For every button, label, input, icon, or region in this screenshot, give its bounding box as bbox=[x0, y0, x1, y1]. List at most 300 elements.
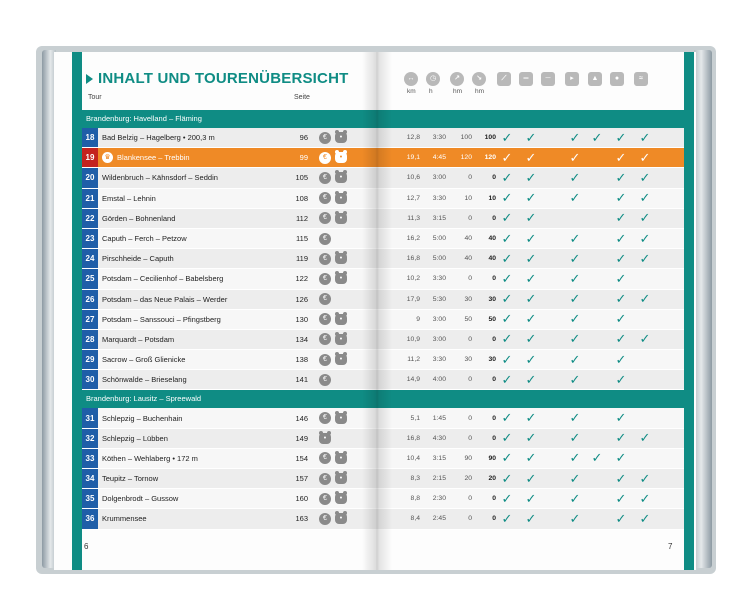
check-mark: ✓ bbox=[501, 311, 513, 327]
bear-icon-cell bbox=[334, 128, 348, 147]
check-mark: ✓ bbox=[569, 450, 581, 466]
check-mark: ✓ bbox=[501, 149, 513, 165]
cost-icon: € bbox=[319, 513, 331, 525]
duration-h: 3:15 bbox=[432, 214, 446, 222]
descent-hm: 0 bbox=[492, 174, 496, 182]
check-mark: ✓ bbox=[639, 190, 651, 206]
cost-icon: € bbox=[319, 293, 331, 305]
tour-number: 36 bbox=[82, 509, 98, 528]
descent-hm: 50 bbox=[488, 315, 496, 323]
check-mark: ✓ bbox=[525, 490, 537, 506]
check-mark: ✓ bbox=[615, 490, 627, 506]
tour-number: 32 bbox=[82, 429, 98, 448]
tour-page: 160 bbox=[295, 494, 308, 504]
check-mark: ✓ bbox=[525, 169, 537, 185]
tour-page: 112 bbox=[296, 213, 308, 223]
tour-name bbox=[102, 168, 298, 187]
ascent-hm: 120 bbox=[460, 154, 472, 162]
check-mark: ✓ bbox=[639, 129, 651, 145]
check-mark: ✓ bbox=[569, 430, 581, 446]
tour-page: 115 bbox=[296, 234, 308, 244]
duration-h: 4:00 bbox=[432, 376, 446, 384]
check-mark: ✓ bbox=[525, 230, 537, 246]
tour-name-text: Sacrow – Groß Glienicke bbox=[102, 355, 186, 365]
check-mark: ✓ bbox=[501, 510, 513, 526]
check-mark bbox=[544, 370, 562, 389]
distance-km: 11,3 bbox=[407, 214, 420, 222]
tour-number: 30 bbox=[82, 370, 98, 389]
tour-name-text: Schlepzig – Lübben bbox=[102, 433, 168, 443]
tour-name bbox=[102, 269, 298, 288]
check-mark: ✓ bbox=[639, 210, 651, 226]
check-mark bbox=[544, 509, 562, 528]
bear-icon-cell bbox=[334, 509, 348, 528]
check-mark bbox=[658, 408, 676, 427]
check-mark bbox=[658, 469, 676, 488]
check-mark bbox=[658, 148, 676, 167]
coin-icon-cell bbox=[318, 509, 332, 528]
descent-hm: 0 bbox=[492, 434, 496, 442]
check-mark: ✓ bbox=[525, 291, 537, 307]
check-mark: ✓ bbox=[501, 190, 513, 206]
tour-name bbox=[102, 128, 298, 147]
tour-name bbox=[102, 449, 298, 468]
tour-page: 119 bbox=[296, 254, 308, 264]
cost-icon: € bbox=[319, 253, 331, 265]
ascent-hm: 0 bbox=[468, 335, 472, 343]
ascent-hm: 0 bbox=[468, 495, 472, 503]
check-mark bbox=[544, 469, 562, 488]
right-accent-bar bbox=[684, 52, 694, 570]
descent-hm: 40 bbox=[488, 235, 496, 243]
check-mark: ✓ bbox=[525, 190, 537, 206]
tour-name-text: Schönwalde – Brieselang bbox=[102, 375, 187, 385]
check-mark bbox=[588, 189, 606, 208]
tour-number: 25 bbox=[82, 269, 98, 288]
ascent-hm: 50 bbox=[464, 315, 472, 323]
kids-icon: • bbox=[335, 132, 347, 143]
tour-name bbox=[102, 148, 298, 167]
ascent-hm: 30 bbox=[464, 356, 472, 364]
tour-number: 23 bbox=[82, 229, 98, 248]
ascent-hm: 0 bbox=[468, 515, 472, 523]
check-mark: ✓ bbox=[525, 149, 537, 165]
check-mark bbox=[658, 168, 676, 187]
coin-icon-cell bbox=[318, 350, 332, 369]
check-mark bbox=[588, 249, 606, 268]
cost-icon: € bbox=[319, 152, 331, 164]
check-mark bbox=[588, 148, 606, 167]
cost-icon: € bbox=[319, 212, 331, 224]
tour-number: 18 bbox=[82, 128, 98, 147]
time-icon: ◷ bbox=[426, 72, 440, 86]
kids-icon: • bbox=[319, 433, 331, 444]
coin-icon-cell bbox=[318, 449, 332, 468]
check-mark: ✓ bbox=[501, 331, 513, 347]
tour-name-text: Krummensee bbox=[102, 514, 147, 524]
descent-icon: ↘ bbox=[472, 72, 486, 86]
descent-hm: 0 bbox=[492, 376, 496, 384]
unit-label: hm bbox=[475, 88, 485, 95]
column-header-seite: Seite bbox=[294, 94, 310, 101]
ascent-hm: 0 bbox=[468, 376, 472, 384]
ascent-hm: 0 bbox=[468, 414, 472, 422]
check-mark: ✓ bbox=[615, 190, 627, 206]
kids-icon: • bbox=[335, 473, 347, 484]
check-mark bbox=[544, 290, 562, 309]
distance-km: 10,6 bbox=[406, 174, 420, 182]
cost-icon: € bbox=[319, 452, 331, 464]
check-mark bbox=[544, 209, 562, 228]
check-mark: ✓ bbox=[569, 169, 581, 185]
distance-km: 9 bbox=[416, 315, 420, 323]
bear-icon-cell bbox=[334, 330, 348, 349]
check-mark bbox=[658, 209, 676, 228]
coin-icon-cell bbox=[318, 290, 332, 309]
check-mark bbox=[588, 429, 606, 448]
tour-name-text: Schlepzig – Buchenhain bbox=[102, 413, 183, 423]
check-mark: ✓ bbox=[569, 129, 581, 145]
check-mark bbox=[658, 330, 676, 349]
check-mark bbox=[588, 370, 606, 389]
coin-icon-cell bbox=[318, 168, 332, 187]
distance-km: 12,8 bbox=[406, 134, 420, 142]
tour-name-text: Potsdam – das Neue Palais – Werder bbox=[102, 294, 228, 304]
kids-icon: • bbox=[335, 354, 347, 365]
check-mark bbox=[636, 310, 654, 329]
check-mark bbox=[658, 249, 676, 268]
tour-name bbox=[102, 489, 298, 508]
tour-page: 108 bbox=[295, 193, 308, 203]
descent-hm: 0 bbox=[492, 515, 496, 523]
check-mark: ✓ bbox=[501, 250, 513, 266]
check-mark: ✓ bbox=[569, 510, 581, 526]
distance-km: 8,8 bbox=[410, 495, 420, 503]
check-mark bbox=[658, 489, 676, 508]
kids-icon: • bbox=[335, 314, 347, 325]
check-mark bbox=[588, 168, 606, 187]
tour-page: 154 bbox=[295, 453, 308, 463]
tour-name bbox=[102, 189, 298, 208]
duration-h: 3:15 bbox=[432, 454, 446, 462]
tour-page: 96 bbox=[299, 133, 308, 143]
check-mark: ✓ bbox=[501, 371, 513, 387]
check-mark: ✓ bbox=[615, 371, 627, 387]
coin-icon-cell bbox=[318, 310, 332, 329]
check-mark: ✓ bbox=[501, 470, 513, 486]
coin-icon-cell bbox=[318, 330, 332, 349]
coin-icon-cell bbox=[318, 148, 332, 167]
check-mark: ✓ bbox=[525, 371, 537, 387]
duration-h: 3:30 bbox=[432, 134, 446, 142]
kids-icon: • bbox=[335, 213, 347, 224]
distance-km: 17,9 bbox=[406, 295, 420, 303]
tour-name bbox=[102, 408, 298, 427]
check-mark: ✓ bbox=[501, 490, 513, 506]
duration-h: 3:30 bbox=[432, 356, 446, 364]
coin-icon-cell bbox=[318, 269, 332, 288]
distance-km: 16,8 bbox=[406, 434, 420, 442]
check-mark: ✓ bbox=[569, 470, 581, 486]
tour-name-text: Pirschheide – Caputh bbox=[102, 254, 174, 264]
tour-name bbox=[102, 209, 298, 228]
check-mark bbox=[588, 209, 606, 228]
check-mark bbox=[636, 269, 654, 288]
descent-hm: 0 bbox=[492, 335, 496, 343]
tour-number: 28 bbox=[82, 330, 98, 349]
check-mark bbox=[658, 189, 676, 208]
tour-name bbox=[102, 310, 298, 329]
check-mark: ✓ bbox=[501, 129, 513, 145]
tour-number: 31 bbox=[82, 408, 98, 427]
check-mark: ✓ bbox=[639, 490, 651, 506]
coin-icon-cell bbox=[318, 489, 332, 508]
tour-name-text: Bad Belzig – Hagelberg • 200,3 m bbox=[102, 133, 215, 143]
distance-km: 12,7 bbox=[406, 194, 420, 202]
tour-name-text: Caputh – Ferch – Petzow bbox=[102, 234, 187, 244]
tour-number: 20 bbox=[82, 168, 98, 187]
coin-icon-cell bbox=[318, 469, 332, 488]
bear-icon-cell bbox=[334, 269, 348, 288]
check-mark bbox=[588, 310, 606, 329]
kids-icon: • bbox=[335, 273, 347, 284]
ascent-icon: ↗ bbox=[450, 72, 464, 86]
check-mark: ✓ bbox=[639, 291, 651, 307]
coin-icon-cell bbox=[318, 189, 332, 208]
check-mark: ✓ bbox=[615, 169, 627, 185]
check-mark: ✓ bbox=[615, 331, 627, 347]
bear-icon-cell bbox=[334, 189, 348, 208]
train-icon: ▸ bbox=[565, 72, 579, 86]
distance-icon: ↔ bbox=[404, 72, 418, 86]
duration-h: 3:00 bbox=[432, 315, 446, 323]
check-mark: ✓ bbox=[615, 230, 627, 246]
tour-name-text: Görden – Bohnenland bbox=[102, 213, 176, 223]
coin-icon-cell bbox=[318, 370, 332, 389]
check-mark: ✓ bbox=[525, 410, 537, 426]
ascent-hm: 0 bbox=[468, 174, 472, 182]
check-mark: ✓ bbox=[591, 129, 603, 145]
distance-km: 14,9 bbox=[406, 376, 420, 384]
distance-km: 16,8 bbox=[406, 255, 420, 263]
duration-h: 5:00 bbox=[432, 255, 446, 263]
tour-name-text: Teupitz – Tornow bbox=[102, 474, 159, 484]
duration-h: 4:45 bbox=[432, 154, 446, 162]
check-mark bbox=[658, 449, 676, 468]
check-mark bbox=[588, 469, 606, 488]
check-mark bbox=[636, 449, 654, 468]
check-mark bbox=[544, 168, 562, 187]
check-mark bbox=[658, 370, 676, 389]
check-mark bbox=[544, 408, 562, 427]
check-mark: ✓ bbox=[569, 311, 581, 327]
cost-icon: € bbox=[319, 132, 331, 144]
tour-page: 149 bbox=[295, 433, 308, 443]
descent-hm: 0 bbox=[492, 275, 496, 283]
duration-h: 5:30 bbox=[432, 295, 446, 303]
descent-hm: 30 bbox=[488, 356, 496, 364]
check-mark: ✓ bbox=[525, 450, 537, 466]
check-mark: ✓ bbox=[569, 270, 581, 286]
check-mark: ✓ bbox=[569, 291, 581, 307]
check-mark: ✓ bbox=[569, 490, 581, 506]
check-mark: ✓ bbox=[525, 430, 537, 446]
tour-name-text: Potsdam – Sanssouci – Pfingstberg bbox=[102, 314, 221, 324]
kids-icon: • bbox=[335, 513, 347, 524]
check-mark: ✓ bbox=[525, 331, 537, 347]
bear-icon-cell bbox=[334, 489, 348, 508]
unit-label: hm bbox=[453, 88, 463, 95]
tour-page: 138 bbox=[295, 355, 308, 365]
ascent-hm: 0 bbox=[468, 214, 472, 222]
check-mark: ✓ bbox=[615, 129, 627, 145]
tour-name-text: Marquardt – Potsdam bbox=[102, 334, 175, 344]
duration-h: 1:45 bbox=[432, 414, 446, 422]
check-mark bbox=[544, 269, 562, 288]
unit-label: h bbox=[429, 88, 433, 95]
check-mark: ✓ bbox=[569, 410, 581, 426]
distance-km: 10,9 bbox=[406, 335, 420, 343]
check-mark bbox=[636, 408, 654, 427]
check-mark: ✓ bbox=[639, 149, 651, 165]
check-mark bbox=[588, 489, 606, 508]
section-header: Brandenburg: Havelland – Fläming bbox=[82, 110, 684, 128]
duration-h: 3:00 bbox=[432, 335, 446, 343]
tour-number: 19 bbox=[82, 148, 98, 167]
ascent-hm: 40 bbox=[464, 255, 472, 263]
ascent-hm: 20 bbox=[464, 475, 472, 483]
page-title: INHALT UND TOURENÜBERSICHT bbox=[98, 70, 349, 87]
tour-page: 105 bbox=[295, 173, 308, 183]
tour-number: 29 bbox=[82, 350, 98, 369]
tour-name bbox=[102, 429, 298, 448]
tour-number: 26 bbox=[82, 290, 98, 309]
ascent-hm: 30 bbox=[464, 295, 472, 303]
ascent-hm: 10 bbox=[464, 194, 472, 202]
food-icon: ● bbox=[610, 72, 624, 86]
check-mark: ✓ bbox=[525, 470, 537, 486]
check-mark: ✓ bbox=[639, 230, 651, 246]
tour-name bbox=[102, 469, 298, 488]
tour-page: 163 bbox=[295, 514, 308, 524]
kids-icon: • bbox=[335, 172, 347, 183]
bear-icon-cell bbox=[334, 209, 348, 228]
tour-name bbox=[102, 229, 298, 248]
tour-name bbox=[102, 370, 298, 389]
tour-name-text: Köthen – Wehlaberg • 172 m bbox=[102, 453, 198, 463]
tour-number: 33 bbox=[82, 449, 98, 468]
bear-icon-cell bbox=[334, 350, 348, 369]
crown-icon: ♛ bbox=[102, 152, 113, 163]
title-arrow-icon bbox=[86, 74, 93, 84]
tour-name bbox=[102, 350, 298, 369]
check-mark bbox=[588, 290, 606, 309]
tour-page: 146 bbox=[295, 413, 308, 423]
tour-name bbox=[102, 330, 298, 349]
tour-number: 22 bbox=[82, 209, 98, 228]
cost-icon: € bbox=[319, 273, 331, 285]
check-mark: ✓ bbox=[615, 351, 627, 367]
check-mark: ✓ bbox=[525, 270, 537, 286]
bear-icon-cell bbox=[334, 469, 348, 488]
cost-icon: € bbox=[319, 172, 331, 184]
kids-icon: • bbox=[335, 334, 347, 345]
descent-hm: 0 bbox=[492, 414, 496, 422]
ascent-hm: 0 bbox=[468, 275, 472, 283]
kids-icon: • bbox=[335, 413, 347, 424]
tour-number: 27 bbox=[82, 310, 98, 329]
check-mark: ✓ bbox=[501, 410, 513, 426]
check-mark: ✓ bbox=[615, 410, 627, 426]
check-mark: ✓ bbox=[501, 270, 513, 286]
kids-icon: • bbox=[335, 253, 347, 264]
tour-page: 122 bbox=[295, 274, 308, 284]
check-mark: ✓ bbox=[501, 450, 513, 466]
check-mark bbox=[658, 429, 676, 448]
tour-number: 34 bbox=[82, 469, 98, 488]
tour-page: 134 bbox=[295, 334, 308, 344]
check-mark bbox=[544, 189, 562, 208]
kids-icon: • bbox=[335, 152, 347, 163]
check-mark: ✓ bbox=[569, 371, 581, 387]
gradient-icon: ⟋ bbox=[497, 72, 511, 86]
check-mark: ✓ bbox=[501, 169, 513, 185]
duration-h: 4:30 bbox=[432, 434, 446, 442]
cost-icon: € bbox=[319, 233, 331, 245]
tour-name bbox=[102, 509, 298, 528]
check-mark bbox=[544, 330, 562, 349]
cost-icon: € bbox=[319, 412, 331, 424]
tour-number: 35 bbox=[82, 489, 98, 508]
duration-h: 3:30 bbox=[432, 275, 446, 283]
check-mark: ✓ bbox=[639, 510, 651, 526]
tour-page: 99 bbox=[299, 153, 308, 163]
ascent-hm: 100 bbox=[460, 134, 472, 142]
tour-page: 126 bbox=[295, 294, 308, 304]
cost-icon: € bbox=[319, 374, 331, 386]
bear-icon-cell bbox=[334, 168, 348, 187]
kids-icon: • bbox=[335, 493, 347, 504]
check-mark: ✓ bbox=[615, 250, 627, 266]
check-mark bbox=[658, 229, 676, 248]
check-mark bbox=[544, 429, 562, 448]
check-mark: ✓ bbox=[501, 430, 513, 446]
check-mark bbox=[658, 269, 676, 288]
distance-km: 8,4 bbox=[410, 515, 420, 523]
check-mark: ✓ bbox=[615, 291, 627, 307]
cost-icon: € bbox=[319, 192, 331, 204]
check-mark bbox=[588, 350, 606, 369]
tour-name bbox=[102, 249, 298, 268]
descent-hm: 10 bbox=[488, 194, 496, 202]
road-icon: ═ bbox=[519, 72, 533, 86]
distance-km: 10,4 bbox=[406, 454, 420, 462]
tour-name-text: Blankensee – Trebbin bbox=[117, 153, 190, 163]
coin-icon-cell bbox=[318, 229, 332, 248]
check-mark bbox=[636, 370, 654, 389]
duration-h: 2:30 bbox=[432, 495, 446, 503]
check-mark bbox=[636, 350, 654, 369]
cost-icon: € bbox=[319, 313, 331, 325]
bear-icon-cell bbox=[334, 449, 348, 468]
unit-label: km bbox=[407, 88, 416, 95]
descent-hm: 0 bbox=[492, 214, 496, 222]
check-mark: ✓ bbox=[525, 351, 537, 367]
check-mark: ✓ bbox=[525, 210, 537, 226]
check-mark bbox=[544, 489, 562, 508]
descent-hm: 0 bbox=[492, 495, 496, 503]
check-mark bbox=[588, 408, 606, 427]
